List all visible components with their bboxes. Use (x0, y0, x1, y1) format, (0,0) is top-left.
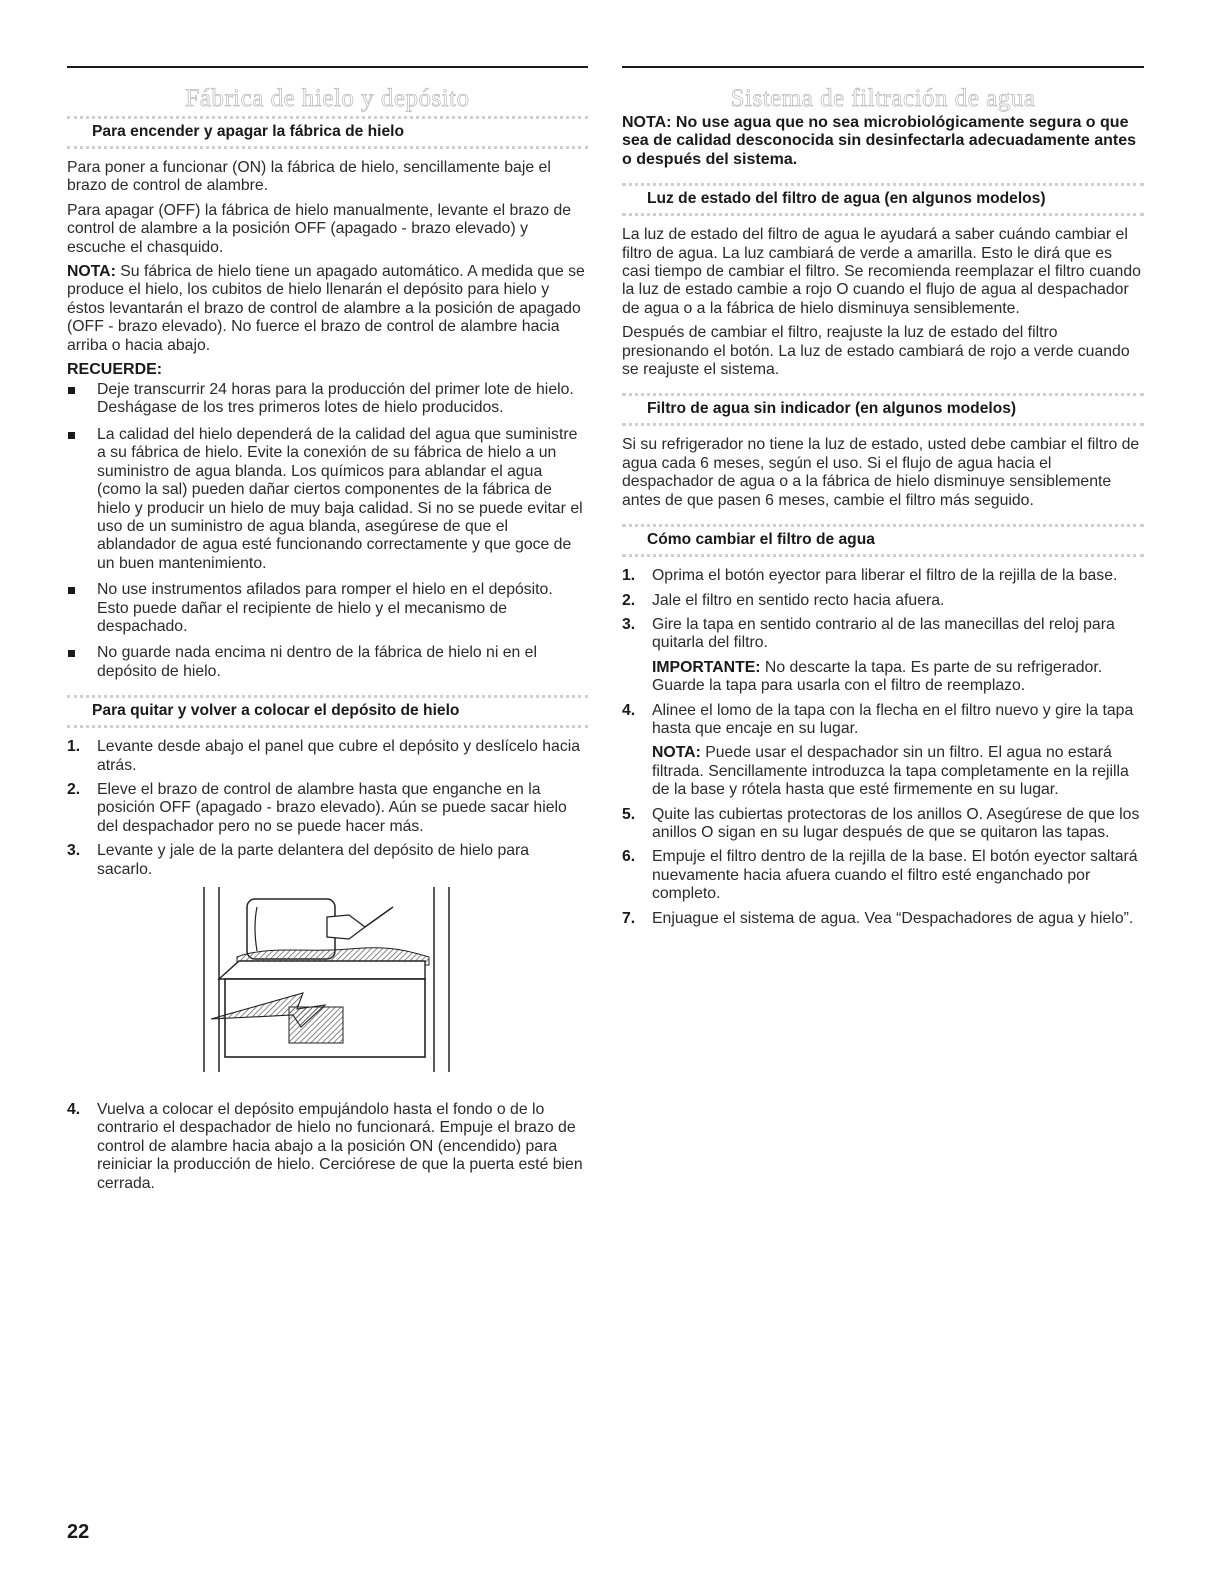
step-item: 4. Vuelva a colocar el depósito empujándolo hasta el fondo o de lo contrario el despachador de hielo no funcionará. Empuje el brazo de control de alambre hacia abajo a la posición ON (encendido) para reiniciar la producción de hielo. Cerciórese de que la puerta esté bien cerrada. (67, 1101, 583, 1192)
bullet-item: No use instrumentos afilados para romper el hielo en el depósito. Esto puede dañar el recipiente de hielo y el mecanismo de despachado. (67, 581, 588, 636)
step-item: 1. Oprima el botón eyector para liberar el filtro de la rejilla de la base. (622, 567, 1118, 585)
top-rule (67, 66, 588, 68)
step-item: 3. Levante y jale de la parte delantera del depósito de hielo para sacarlo. (67, 842, 530, 878)
bullet-square-icon (68, 432, 75, 439)
step-note: NOTA: Puede usar el despachador sin un filtro. El agua no estará filtrada. Sencillamente introduzca la tapa completamente en la rejilla de la base y rótela hasta que esté firmemente en su lugar. (652, 744, 1129, 799)
left-column (67, 66, 588, 1199)
step-item: 3. Gire la tapa en sentido contrario al de las manecillas del reloj para quitarla del filtro. IMPORTANTE: No descarte la tapa. Es parte de su refrigerador. Guarde la tapa para usarla con el filtro de reemplazo. (622, 616, 1144, 696)
step-item: 5. Quite las cubiertas protectoras de los anillos O. Asegúrese de que los anillos O sigan en su lugar después de que se quitaron las tapas. (622, 805, 1140, 841)
bullet-item: No guarde nada encima ni dentro de la fábrica de hielo ni en el depósito de hielo. (67, 644, 588, 681)
step-item: 4. Alinee el lomo de la tapa con la flecha en el filtro nuevo y gire la tapa hasta que encaje en su lugar. NOTA: Puede usar el despachador sin un filtro. El agua no estará filtrada. Sencillamente introduzca la tapa completamente en la rejilla de la base y rótela hasta que esté firmemente en su lugar. (622, 702, 1144, 800)
step-item: 7. Enjuague el sistema de agua. Vea “Despachadores de agua y hielo”. (622, 909, 1134, 927)
subheading-no-indicator: Filtro de agua sin indicador (en algunos modelos) (622, 393, 1144, 426)
paragraph: Si su refrigerador no tiene la luz de estado, usted debe cambiar el filtro de agua cada 6 meses, según el uso. Si el flujo de agua hacia el despachador de agua o a la fábrica de hielo disminuye sensiblemente antes de que pasen 6 meses, cambie el filtro más seguido. (622, 436, 1140, 509)
section-title-ice-maker: Fábrica de hielo y depósito (185, 85, 470, 112)
step-item: 2. Eleve el brazo de control de alambre hasta que enganche en la posición OFF (apagado - brazo elevado). Aún se puede sacar hielo del despachador pero no se puede hacer más. (67, 780, 567, 835)
remember-heading: RECUERDE: (67, 361, 163, 379)
paragraph: Para poner a funcionar (ON) la fábrica de hielo, sencillamente baje el brazo de control de alambre. (67, 159, 551, 195)
step-item: 6. Empuje el filtro dentro de la rejilla de la base. El botón eyector saltará nuevamente hacia afuera cuando el filtro esté enganchado por completo. (622, 848, 1138, 903)
page-number: 22 (67, 1521, 90, 1543)
step-item: 1. Levante desde abajo el panel que cubre el depósito y deslícelo hacia atrás. (67, 738, 581, 774)
note-label: NOTA: (67, 263, 116, 281)
bullet-item: La calidad del hielo dependerá de la calidad del agua que suministre a su fábrica de hielo. Evite la conexión de su fábrica de hielo a un suministro de agua blanda. Los químicos para ablandar el agua (como la sal) pueden dañar ciertos componentes de la fábrica de hielo y producir un hielo de muy baja calidad. Si no se puede evitar el uso de un suministro de agua blanda, asegúrese de que el ablandador de agua esté funcionando correctamente y que goce de un buen mantenimiento. (67, 426, 588, 573)
ice-bin-illustration (189, 887, 469, 1087)
paragraph: Para apagar (OFF) la fábrica de hielo manualmente, levante el brazo de control de alambre a la posición OFF (apagado - brazo elevado) y escuche el chasquido. (67, 201, 572, 256)
bullet-square-icon (68, 387, 75, 394)
safety-note: NOTA: No use agua que no sea microbiológicamente segura o que sea de calidad desconocida sin desinfectarla adecuadamente antes o después del sistema. (622, 114, 1136, 168)
bullet-item: Deje transcurrir 24 horas para la producción del primer lote de hielo. Deshágase de los tres primeros lotes de hielo producidos. (67, 381, 588, 418)
right-column (622, 66, 1144, 934)
subheading-on-off: Para encender y apagar la fábrica de hielo (67, 116, 588, 149)
section-title-water-filter: Sistema de filtración de agua (730, 85, 1036, 112)
paragraph: Después de cambiar el filtro, reajuste la luz de estado del filtro presionando el botón. La luz de estado cambiará de rojo a verde cuando se reajuste el sistema. (622, 324, 1130, 379)
note-paragraph (67, 263, 588, 355)
top-rule (622, 66, 1144, 68)
subheading-status-light: Luz de estado del filtro de agua (en algunos modelos) (622, 183, 1144, 216)
paragraph: La luz de estado del filtro de agua le ayudará a saber cuándo cambiar el filtro de agua. La luz cambiará de verde a amarilla. Esto le dirá que es casi tiempo de cambiar el filtro. Se recomienda reemplazar el filtro cuando la luz de estado cambie a rojo O cuando el flujo de agua al despachador de agua o a la fábrica de hielo disminuya sensiblemente. (622, 226, 1141, 317)
step-note: IMPORTANTE: No descarte la tapa. Es parte de su refrigerador. Guarde la tapa para usarla con el filtro de reemplazo. (652, 658, 1103, 695)
bullet-square-icon (68, 587, 75, 594)
subheading-remove-bin: Para quitar y volver a colocar el depósito de hielo (67, 695, 588, 728)
subheading-change-filter: Cómo cambiar el filtro de agua (622, 524, 1144, 557)
step-item: 2. Jale el filtro en sentido recto hacia afuera. (622, 591, 945, 609)
bullet-square-icon (68, 650, 75, 657)
note-text: Su fábrica de hielo tiene un apagado automático. A medida que se produce el hielo, los cubitos de hielo llenarán el depósito para hielo y éstos levantarán el brazo de control de alambre a la posición de apagado (OFF - brazo elevado). No fuerce el brazo de control de alambre hacia arriba o hacia abajo. (67, 263, 585, 354)
